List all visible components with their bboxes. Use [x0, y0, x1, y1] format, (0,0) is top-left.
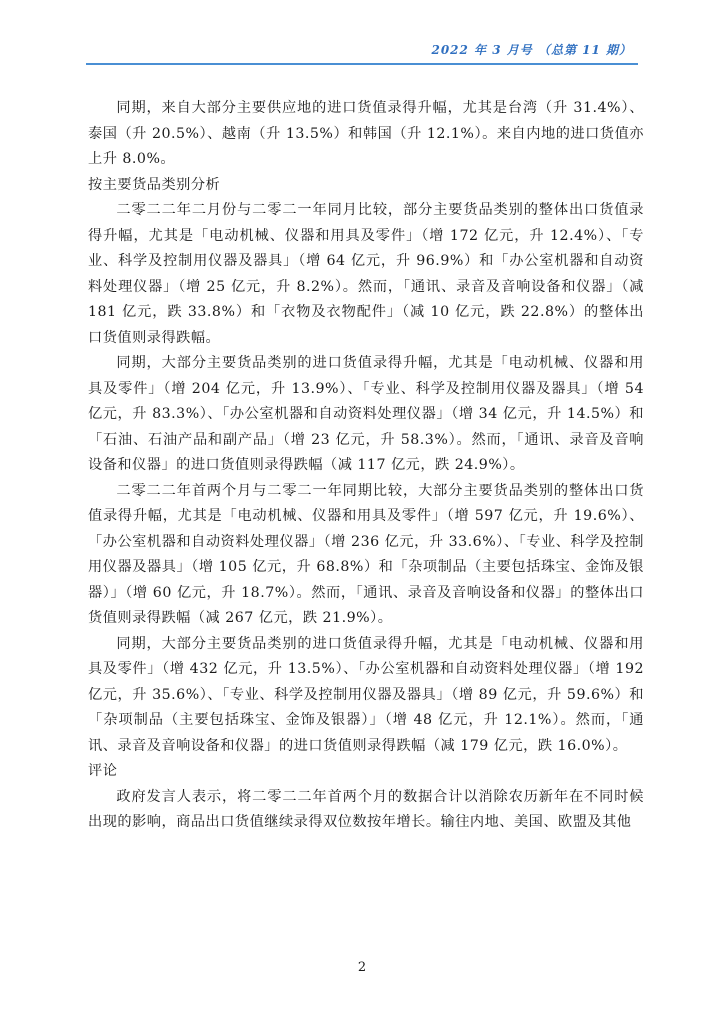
- paragraph-two-month-exports: 二零二二年首两个月与二零二一年同期比较，大部分主要货品类别的整体出口货值录得升幅，尤其是「电动机械、仪器和用具及零件」（增 597 亿元，升 19.6%）、「办公室机器和自动资料处理仪器」（增 236 亿元，升 33.6%）、「专业、科学及控制用仪器及器具」（增 105 亿元，升 68.8%）和「杂项制品（主要包括珠宝、金饰及银器）」（增 60 亿元，升 18.7%）。然而，「通讯、录音及音响设备和仪器」的整体出口货值则录得跌幅（减 267 亿元，跌 21.9%）。: [88, 482, 644, 626]
- document-body: [88, 96, 644, 836]
- paragraph-feb-imports: 同期，大部分主要货品类别的进口货值录得升幅，尤其是「电动机械、仪器和用具及零件」（增 204 亿元，升 13.9%）、「专业、科学及控制用仪器及器具」（增 54 亿元，升 83.3%）、「办公室机器和自动资料处理仪器」（增 34 亿元，升 14.5%）和「石油、石油产品和副产品」（增 23 亿元，升 58.3%）。然而，「通讯、录音及音响设备和仪器」的进口货值则录得跌幅（减 117 亿元，跌 24.9%）。: [88, 355, 644, 473]
- paragraph-two-month-imports: 同期，大部分主要货品类别的进口货值录得升幅，尤其是「电动机械、仪器和用具及零件」（增 432 亿元，升 13.5%）、「办公室机器和自动资料处理仪器」（增 192 亿元，升 35.6%）、「专业、科学及控制用仪器及器具」（增 89 亿元，升 59.6%）和「杂项制品（主要包括珠宝、金饰及银器）」（增 48 亿元，升 12.1%）。然而，「通讯、录音及音响设备和仪器」的进口货值则录得跌幅（减 179 亿元，跌 16.0%）。: [88, 635, 644, 754]
- section-heading-by-goods: 按主要货品类别分析: [88, 176, 221, 193]
- page-number: 2: [357, 960, 367, 975]
- paragraph-supply-sources: 同期，来自大部分主要供应地的进口货值录得升幅，尤其是台湾（升 31.4%）、泰国（升 20.5%）、越南（升 13.5%）和韩国（升 12.1%）。来自内地的进口货值亦上升 8.0%。: [88, 100, 644, 167]
- header-rule: [86, 63, 638, 65]
- paragraph-feb-exports: 二零二二年二月份与二零二一年同月比较，部分主要货品类别的整体出口货值录得升幅，尤其是「电动机械、仪器和用具及零件」（增 172 亿元，升 12.4%）、「专业、科学及控制用仪器及器具」（增 64 亿元，升 96.9%）和「办公室机器和自动资料处理仪器」（增 25 亿元，升 8.2%）。然而，「通讯、录音及音响设备和仪器」（减 181 亿元，跌 33.8%）和「衣物及衣物配件」（减 10 亿元，跌 22.8%）的整体出口货值则录得跌幅。: [88, 202, 644, 346]
- issue-header: 2022 年 3 月号 （总第 11 期）: [431, 43, 632, 57]
- section-heading-commentary: 评论: [88, 763, 118, 779]
- paragraph-commentary: 政府发言人表示，将二零二二年首两个月的数据合计以消除农历新年在不同时候出现的影响，商品出口货值继续录得双位数按年增长。输往内地、美国、欧盟及其他: [88, 788, 644, 830]
